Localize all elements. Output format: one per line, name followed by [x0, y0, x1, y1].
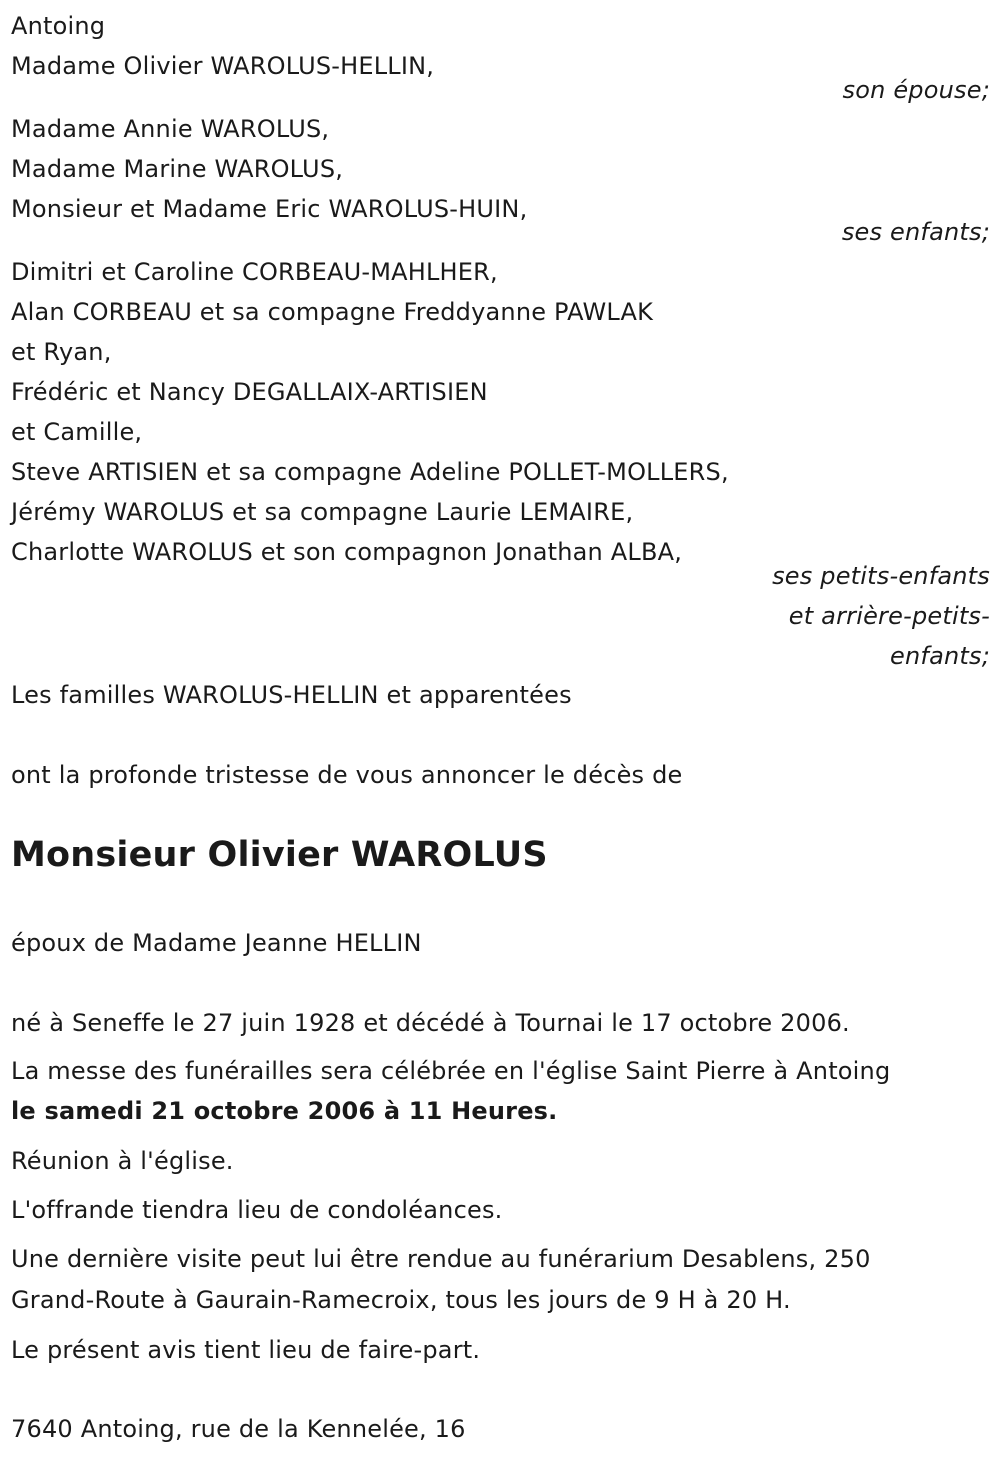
address-line: 7640 Antoing, rue de la Kennelée, 16: [11, 1415, 466, 1443]
mass-date-time: le samedi 21 octobre 2006 à 11 Heures.: [11, 1097, 558, 1125]
grandchildren-role-line-3: enfants;: [890, 642, 990, 670]
grandchild-line-7: Jérémy WAROLUS et sa compagne Laurie LEMAIRE,: [11, 498, 634, 526]
offering-line: L'offrande tiendra lieu de condoléances.: [11, 1196, 503, 1224]
grandchild-line-1: Dimitri et Caroline CORBEAU-MAHLHER,: [11, 258, 498, 286]
grandchild-line-4: Frédéric et Nancy DEGALLAIX-ARTISIEN: [11, 378, 488, 406]
deceased-name: Monsieur Olivier WAROLUS: [11, 835, 548, 875]
grandchild-line-6: Steve ARTISIEN et sa compagne Adeline POLLET-MOLLERS,: [11, 458, 729, 486]
place-header: Antoing: [11, 12, 106, 40]
children-role: ses enfants;: [841, 218, 990, 246]
grandchild-line-3: et Ryan,: [11, 338, 112, 366]
visit-line-1: Une dernière visite peut lui être rendue au funérarium Desablens, 250: [11, 1245, 871, 1273]
families-line: Les familles WAROLUS-HELLIN et apparentées: [11, 681, 572, 709]
spouse-name: Madame Olivier WAROLUS-HELLIN,: [11, 52, 435, 80]
child-name-3: Monsieur et Madame Eric WAROLUS-HUIN,: [11, 195, 528, 223]
spouse-of-line: époux de Madame Jeanne HELLIN: [11, 929, 422, 957]
child-name-1: Madame Annie WAROLUS,: [11, 115, 330, 143]
grandchild-line-2: Alan CORBEAU et sa compagne Freddyanne PAWLAK: [11, 298, 654, 326]
grandchildren-role-line-2: et arrière-petits-: [788, 602, 990, 630]
grandchild-line-5: et Camille,: [11, 418, 143, 446]
spouse-role: son épouse;: [842, 76, 990, 104]
grandchildren-role-line-1: ses petits-enfants: [772, 562, 990, 590]
visit-line-2: Grand-Route à Gaurain-Ramecroix, tous les jours de 9 H à 20 H.: [11, 1286, 791, 1314]
announcement-line: ont la profonde tristesse de vous annoncer le décès de: [11, 761, 683, 789]
notice-line: Le présent avis tient lieu de faire-part.: [11, 1336, 481, 1364]
child-name-2: Madame Marine WAROLUS,: [11, 155, 344, 183]
meeting-line: Réunion à l'église.: [11, 1147, 234, 1175]
grandchild-line-8: Charlotte WAROLUS et son compagnon Jonathan ALBA,: [11, 538, 683, 566]
birth-death-line: né à Seneffe le 27 juin 1928 et décédé à Tournai le 17 octobre 2006.: [11, 1009, 850, 1037]
mass-line: La messe des funérailles sera célébrée en l'église Saint Pierre à Antoing: [11, 1057, 891, 1085]
